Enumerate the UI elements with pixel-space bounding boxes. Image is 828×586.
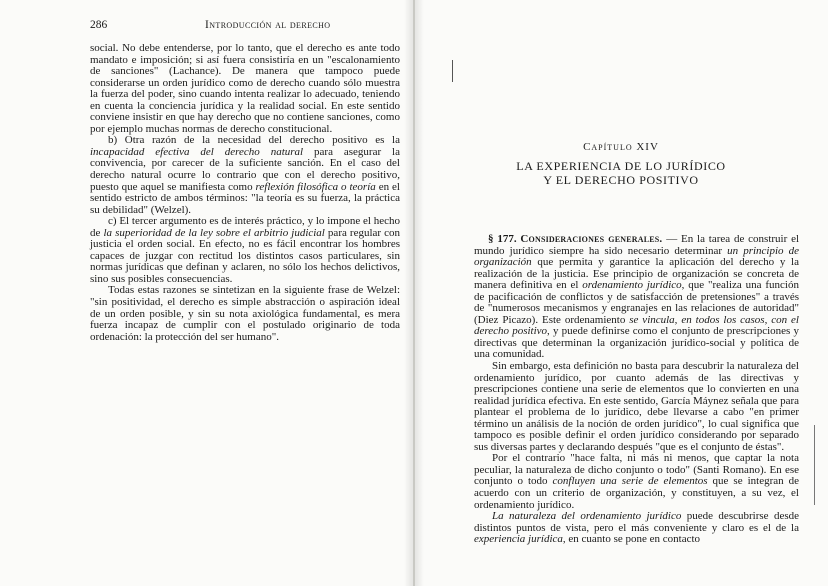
paragraph xyxy=(90,216,400,285)
paragraph xyxy=(90,43,400,135)
emphasis: confluyen una serie de elementos xyxy=(552,475,708,488)
page-number: 286 xyxy=(90,19,108,31)
text-run: b) Otra razón de la necesidad del derecho positivo es la xyxy=(108,134,400,147)
text-run: Por el contrario "hace falta, ni más ni menos, que captar la nota peculiar, la naturaleza de dicho conjunto o todo" (Santi Romano). En ese conjunto o todo xyxy=(474,452,799,488)
emphasis: reflexión filosófica o teoría xyxy=(255,180,376,193)
scan-mark xyxy=(452,60,453,82)
section-number: § 177. xyxy=(488,233,517,245)
scan-mark xyxy=(814,425,815,505)
left-body-text xyxy=(90,43,400,343)
emphasis: La naturaleza del ordenamiento jurídico xyxy=(492,510,682,523)
chapter-label: Capítulo XIV xyxy=(583,141,659,153)
emphasis: ordenamiento jurídico xyxy=(582,279,682,292)
section-title: Consideraciones generales. xyxy=(520,233,663,245)
chapter-title-line-1: LA EXPERIENCIA DE LO JURÍDICO xyxy=(516,159,726,173)
right-gutter-shadow xyxy=(414,0,424,586)
paragraph xyxy=(474,453,799,511)
paragraph xyxy=(474,511,799,546)
text-run: Todas estas razones se sintetizan en la siguiente frase de Welzel: "sin positividad, el derecho es simple abstracción o aspiración ideal de un orden posible, y sin su nota axiológica fundamental, es mera fuerza incapaz de cumplir con el postulado originario de toda ordenación: la protección del ser humano". xyxy=(90,284,400,343)
paragraph xyxy=(474,234,799,361)
emphasis: experiencia jurídica xyxy=(474,533,563,546)
text-run: , en cuanto se pone en contacto xyxy=(562,533,701,546)
emphasis: la superioridad de la ley sobre el arbitrio judicial xyxy=(103,226,325,239)
paragraph xyxy=(90,285,400,343)
emphasis: incapacidad efectiva del derecho natural xyxy=(90,145,304,158)
text-run: para asegurar la convivencia, por carecer de la suficiente sanción. En el caso del derecho natural ocurre lo contrario que con el derecho positivo, puesto que aquel se manifiesta como xyxy=(90,145,400,193)
text-run: Sin embargo, esta definición no basta para descubrir la naturaleza del ordenamiento jurídico, por cuanto además de las directivas y prescripciones contiene una serie de elementos que lo convierten en una realidad jurídica efectiva. En este sentido, García Máynez señala que para plantear el problema de lo jurídico, debe llevarse a cabo "en primer término un análisis de la noción de orden jurídico", lo cual significa que tampoco es posible definir el orden jurídico considerando por separado sus diversas partes y declarando después "que es el conjunto de éstas". xyxy=(474,360,799,453)
chapter-title-line-2: Y EL DERECHO POSITIVO xyxy=(543,173,699,187)
text-run: , que "realiza una función de pacificación de conflictos y de satisfacción de pretensiones" a través de "numerosos mecanismos y engranajes en las relaciones de autoridad" (Diez Picazo). Este ordenamiento xyxy=(474,279,799,326)
right-body-text xyxy=(474,234,799,546)
running-title: Introducción al derecho xyxy=(205,19,331,31)
paragraph xyxy=(474,361,799,453)
text-run: en el sentido estricto de ambos términos: "la teoría es su fuerza, la práctica su debilidad" (Welzel). xyxy=(90,180,400,216)
paragraph xyxy=(90,135,400,216)
right-page xyxy=(414,0,828,586)
text-run: , y puede definirse como el conjunto de prescripciones y directivas que determinan la organización jurídico-social y política de una comunidad. xyxy=(474,325,799,361)
text-run: que permita y garantice la aplicación del derecho y la realización de la justicia. Ese principio de organización se concreta de manera definitiva en el xyxy=(474,256,799,292)
book-spine xyxy=(413,0,415,586)
text-run: social. No debe entenderse, por lo tanto, que el derecho es ante todo mandato e imposición; si así fuera consistiría en un "escalonamiento de sanciones" (Lachance). De manera que tampoco puede considerarse un orden jurídico como de derecho cuando sólo muestra la fuerza del poder, sino cuando intenta realizar lo adecuado, teniendo en cuenta la conciencia jurídica y la realidad social. En este sentido conviene insistir en que hay derecho que no contiene sanciones, como por ejemplo muchas normas de derecho constitucional. xyxy=(90,42,400,135)
text-run: que se integran de acuerdo con un criterio de organización, y constituyen, a su vez, el ordenamiento jurídico. xyxy=(474,475,799,511)
emphasis: se vincula, en todos los casos, con el derecho positivo xyxy=(474,313,799,338)
text-run: — En la tarea de construir el mundo jurídico siempre ha sido necesario determinar xyxy=(474,233,800,257)
emphasis: un principio de organización xyxy=(474,244,800,269)
text-run: puede descubrirse desde distintos puntos de vista, pero el más conveniente y claro es el de la xyxy=(474,510,799,534)
text-run: para regular con justicia el orden social. En efecto, no es fácil encontrar los hombres capaces de juzgar con rectitud los distintos casos particulares, sin normas jurídicas que definan y aclaren, no sólo los hechos delictivos, sino sus posibles consecuencias. xyxy=(90,226,401,285)
text-run: c) El tercer argumento es de interés práctico, y lo impone el hecho de xyxy=(90,215,400,239)
